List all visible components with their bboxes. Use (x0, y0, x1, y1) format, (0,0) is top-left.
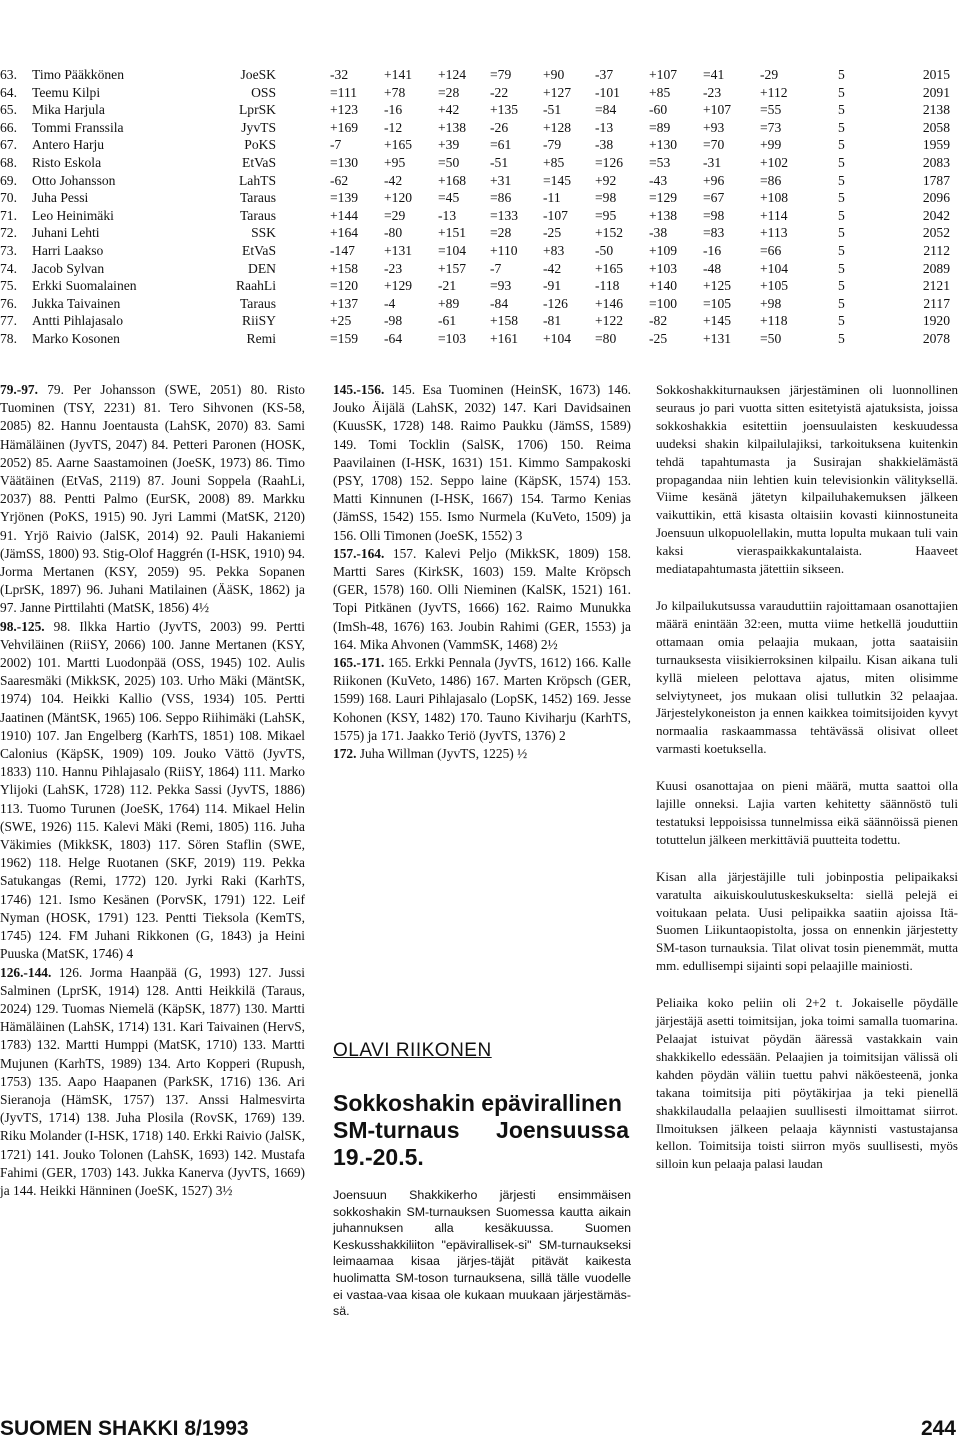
round-result: +122 (595, 313, 624, 329)
round-result: +165 (384, 137, 413, 153)
round-result: +135 (490, 102, 519, 118)
round-result: -48 (703, 260, 722, 276)
round-result: +144 (330, 207, 359, 223)
player-rating: 2117 (923, 295, 950, 311)
round-result: +83 (543, 242, 565, 258)
round-result: -31 (703, 154, 722, 170)
round-result: +109 (649, 242, 678, 258)
round-result: -42 (543, 260, 562, 276)
player-name: Harri Laakso (32, 242, 104, 258)
round-result: =95 (595, 207, 617, 223)
total-points: 5 (838, 172, 845, 188)
total-points: 5 (838, 119, 845, 135)
standings-group (0, 618, 305, 964)
player-name: Timo Pääkkönen (32, 67, 125, 82)
round-result: +107 (703, 102, 732, 118)
player-name: Erkki Suomalainen (32, 278, 137, 294)
round-result: =98 (703, 207, 725, 223)
rank: 63. (0, 67, 17, 82)
player-name: Antti Pihlajasalo (32, 313, 123, 329)
total-points: 5 (838, 137, 845, 153)
total-points: 5 (838, 242, 845, 258)
round-result: +78 (384, 84, 406, 100)
round-result: +110 (490, 242, 518, 258)
round-result: +85 (543, 154, 565, 170)
round-result: -16 (703, 242, 722, 258)
rank: 74. (0, 260, 17, 276)
round-result: +39 (438, 137, 460, 153)
round-result: -43 (649, 172, 668, 188)
player-rating: 2089 (922, 260, 950, 276)
rank: 68. (0, 154, 17, 170)
rank: 71. (0, 207, 17, 223)
result-row (0, 189, 960, 207)
round-result: +146 (595, 295, 624, 311)
result-row (0, 207, 960, 225)
round-result: -25 (543, 225, 562, 241)
player-rating: 1959 (922, 137, 950, 153)
player-club: JoeSK (240, 67, 276, 82)
player-club: DEN (248, 260, 276, 276)
round-result: =103 (438, 330, 467, 346)
round-result: +114 (760, 207, 788, 223)
round-result: +158 (330, 260, 359, 276)
round-result: =83 (703, 225, 725, 241)
round-result: =89 (649, 119, 671, 135)
article-paragraph: Kuusi osanottajaa on pieni määrä, mutta saattoi olla lajille onneksi. Lajia varten kehitetty säännöstö tuli testatuksi leppoisissa tunnelmissa eikä säännöissä pienen totuttelun jälkeen merkittäviä puutteita todettu. (656, 778, 958, 847)
player-name: Leo Heinimäki (32, 207, 114, 223)
result-row (0, 172, 960, 190)
round-result: -16 (384, 102, 403, 118)
round-result: +90 (543, 67, 565, 82)
total-points: 5 (838, 330, 845, 346)
rank: 66. (0, 119, 17, 135)
round-result: +157 (438, 260, 467, 276)
round-result: +124 (438, 67, 467, 82)
round-result: -7 (490, 260, 502, 276)
article-paragraph: Kisan alla järjestäjille tuli jobinpostia pelipaikaksi varatulta aikuiskoulutuskeskukselta: siellä pelejä ei voitukaan pelata. Uusi pelipaikka saatiin ajoissa Itä-Suomen Liikuntaopistolta, jossa on ennenkin järjestetty SM-tason turnauksia. Tilat olivat tosin pienemmät, mutta mm. edullisempi sijainti sopi pelaajille mainiosti. (656, 868, 958, 974)
page-number: 244 (920, 1417, 956, 1440)
player-rating: 2096 (922, 190, 950, 206)
round-result: -22 (490, 84, 509, 100)
player-club: SSK (251, 225, 276, 241)
player-name: Juhani Lehti (32, 225, 100, 241)
round-result: +120 (384, 190, 413, 206)
player-name: Mika Harjula (32, 102, 105, 118)
round-result: =86 (760, 172, 782, 188)
round-result: =66 (760, 242, 782, 258)
player-name: Marko Kosonen (32, 330, 120, 346)
article-lead: Joensuun Shakkikerho järjesti ensimmäisen sokkoshakin SM-turnauksen Suomessa kautta aikain juhannuksen alla kesäkuussa. Suomen Keskusshakkiliiton "epävirallisek-si" SM-turnaukseksi leimaamaa kisaa järjes-täjät pitävät kaikesta huolimatta SM-toson turnauksena, sillä tälle vuodelle ei vastaa-vaa kisaa ole kukaan muukaan järjestämäs-sä. (333, 1188, 631, 1319)
round-result: +140 (649, 278, 678, 294)
round-result: +113 (760, 225, 788, 241)
round-result: +96 (703, 172, 725, 188)
player-club: EtVaS (242, 154, 276, 170)
round-result: =55 (760, 102, 782, 118)
round-result: -13 (595, 119, 614, 135)
rank: 69. (0, 172, 17, 188)
player-rating: 1787 (922, 172, 950, 188)
round-result: -7 (330, 137, 342, 153)
standings-text: 126. Jorma Haanpää (G, 1993) 127. Jussi Salminen (LprSK, 1914) 128. Antti Heikkilä (Taraus, 2024) 129. Tuomas Niemelä (KäpSK, 1877) 130. Martti Hämäläinen (LahSK, 1714) 131. Kari Taivainen (HervS, 1783) 132. Martti Humppi (MatSK, 1710) 133. Martti Mujunen (KarhTS, 1989) 134. Arto Kopperi (Rupush, 1753) 135. Aapo Haapanen (ParkSK, 1716) 136. Ari Sieranoja (HämSK, 1757) 137. Anssi Halmesvirta (JyvTS, 1714) 138. Juha Plosila (RovSK, 1769) 139. Riku Molander (I-HSK, 1718) 140. Erkki Raivio (JalSK, 1721) 141. Jouko Tolonen (LahSK, 1693) 142. Mustafa Fahimi (GER, 1703) 143. Jukka Kanerva (JyvTS, 1669) ja 144. Heikki Hänninen (JoeSK, 1527) 3½ (0, 964, 305, 1198)
round-result: =50 (760, 330, 782, 346)
round-result: =28 (438, 84, 460, 100)
standings-range: 157.-164. (333, 545, 385, 561)
round-result: +165 (595, 260, 624, 276)
round-result: =67 (703, 190, 725, 206)
player-rating: 2042 (922, 207, 950, 223)
round-result: -61 (438, 313, 457, 329)
round-result: +42 (438, 102, 460, 118)
round-result: +123 (330, 102, 359, 118)
player-name: Jacob Sylvan (32, 260, 105, 276)
round-result: +107 (649, 67, 678, 82)
headline-line-2a: SM-turnaus (333, 1117, 460, 1143)
article-paragraph: Sokkoshakkiturnauksen järjestäminen oli luonnollinen seuraus jo pari vuotta sitten esitetyistä ajatuksista, joissa sokkoshakkia esitettiin joensuulaisten keskuudessa uudeksi shakin kilpailulajiksi, tarkoituksena kuitenkin tehdä tapahtumasta ja Susirajan shakkielämästä propagandaa niin lehtien kuin televisionkin välityksellä. Viime kesänä jätetyn kilpailuhakemuksen jälkeen vaikuttikin, että kisasta oltaisiin kovasti kiinnostuneita Joensuun ulkopuolellakin, mutta lopulta mukaan tuli vain kaksi vieraspaikkakuntalaista. Haaveet mediatapahtumasta jätettiin sikseen. (656, 382, 958, 577)
standings-range: 145.-156. (333, 382, 385, 397)
total-points: 5 (838, 295, 845, 311)
round-result: =130 (330, 154, 359, 170)
result-row (0, 260, 960, 278)
round-result: =80 (595, 330, 617, 346)
round-result: -21 (438, 278, 457, 294)
headline-line-2b: Joensuussa (496, 1117, 629, 1143)
round-result: -118 (595, 278, 620, 294)
round-result: -32 (330, 67, 349, 82)
total-points: 5 (838, 102, 845, 118)
round-result: -12 (384, 119, 403, 135)
round-result: +164 (330, 225, 359, 241)
round-result: +92 (595, 172, 617, 188)
round-result: =105 (703, 295, 732, 311)
player-name: Tommi Franssila (32, 119, 124, 135)
round-result: -107 (543, 207, 568, 223)
player-club: LprSK (238, 102, 276, 118)
round-result: -38 (649, 225, 668, 241)
round-result: =84 (595, 102, 617, 118)
round-result: +104 (543, 330, 572, 346)
rank: 67. (0, 137, 17, 153)
round-result: +105 (760, 278, 789, 294)
player-rating: 2138 (922, 102, 950, 118)
round-result: +168 (438, 172, 467, 188)
round-result: =53 (649, 154, 671, 170)
player-rating: 2083 (922, 154, 950, 170)
total-points: 5 (838, 84, 845, 100)
standings-text: 98. Ilkka Hartio (JyvTS, 2003) 99. Pertti Vehviläinen (RiiSY, 2066) 100. Janne Mertanen (KSY, 2002) 101. Martti Luodonpää (OSS, 1945) 102. Aulis Saaresmäki (MikkSK, 2025) 103. Urho Mäki (MäntSK, 1974) 104. Heikki Kallio (VSS, 1934) 105. Pertti Jaatinen (MäntSK, 1965) 106. Seppo Riihimäki (LahSK, 1910) 107. Jan Engelberg (KarhTS, 1851) 108. Mikael Calonius (KäpSK, 1909) 109. Jouko Vättö (JyvTS, 1833) 110. Hannu Pihlajasalo (RiiSY, 1864) 111. Marko Ylijoki (LahSK, 1728) 112. Pekka Sassi (JyvTS, 1886) 113. Tuomo Turunen (JoeSK, 1764) 114. Mikael Helin (SWE, 1926) 115. Kalevi Mäki (Remi, 1805) 116. Juha Väkimies (MikkSK, 1803) 117. Sören Staflin (SWE, 1962) 118. Helge Ruotanen (SKF, 2019) 119. Pekka Satukangas (Remi, 1772) 120. Jyrki Raki (KarhTS, 1746) 121. Ismo Kesänen (PorvSK, 1791) 122. Leif Nyman (HOSK, 1791) 123. Pentti Tieksola (KemTS, 1745) 124. FM Juhani Rikkonen (G, 1843) ja Heini Puuska (MatSK, 1746) 4 (0, 618, 305, 962)
standings-group (333, 654, 631, 745)
standings-group (333, 745, 631, 763)
round-result: =104 (438, 242, 467, 258)
standings-group (333, 381, 631, 545)
round-result: +145 (703, 313, 732, 329)
player-club: Remi (246, 330, 276, 346)
round-result: -64 (384, 330, 403, 346)
standings-text: 79. Per Johansson (SWE, 2051) 80. Risto Tuominen (TSY, 2231) 81. Tero Sihvonen (KS-58, 2085) 82. Hannu Joentausta (LahSK, 2070) 83. Sami Hämäläinen (JyvTS, 2047) 84. Petteri Paronen (HOSK, 2052) 85. Aarne Saastamoinen (JoeSK, 1973) 86. Timo Väätäinen (EtVaS, 2119) 87. Jouni Soppela (RaahLi, 2037) 88. Pentti Palmo (EurSK, 2008) 89. Markku Yrjönen (PoKS, 1915) 90. Jyri Lammi (MatSK, 2120) 91. Yrjö Raivio (JalSK, 2014) 92. Pauli Hakaniemi (JämSS, 1800) 93. Stig-Olof Haggrén (I-HSK, 1910) 94. Jorma Mertanen (KSY, 2059) 95. Pekka Sopanen (LprSK, 1897) 96. Juhani Matilainen (ÄäSK, 1862) ja 97. Janne Pirttilahti (MatSK, 1856) 4½ (0, 382, 305, 616)
total-points: 5 (838, 207, 845, 223)
round-result: +130 (649, 137, 678, 153)
round-result: -42 (384, 172, 403, 188)
round-result: -126 (543, 295, 568, 311)
round-result: =98 (595, 190, 617, 206)
article-headline (333, 1090, 629, 1171)
round-result: =28 (490, 225, 512, 241)
standings-text: 165. Erkki Pennala (JyvTS, 1612) 166. Kalle Riikonen (KuVeto, 1486) 167. Marten Kröpsch (GER, 1599) 168. Lauri Pihlajasalo (LopSK, 1452) 169. Jesse Kohonen (KSY, 1482) 170. Tauno Kiviharju (KarhTS, 1575) ja 171. Jaakko Teriö (JyvTS, 1376) 2 (333, 655, 631, 743)
player-rating: 2078 (922, 330, 950, 346)
round-result: -29 (760, 67, 779, 82)
total-points: 5 (838, 278, 845, 294)
round-result: -81 (543, 313, 562, 329)
standings-range: 172. (333, 746, 357, 762)
player-club: RaahLi (235, 278, 276, 294)
round-result: =70 (703, 137, 725, 153)
round-result: -38 (595, 137, 614, 153)
result-row (0, 295, 960, 313)
result-row (0, 277, 960, 295)
round-result: +161 (490, 330, 519, 346)
round-result: +112 (760, 84, 788, 100)
round-result: +104 (760, 260, 789, 276)
round-result: +103 (649, 260, 678, 276)
result-row (0, 119, 960, 137)
round-result: =133 (490, 207, 519, 223)
standings-range: 79.-97. (0, 382, 38, 397)
round-result: -80 (384, 225, 403, 241)
player-club: PoKS (244, 137, 276, 153)
round-result: =111 (330, 84, 358, 100)
result-row (0, 136, 960, 154)
round-result: +25 (330, 313, 352, 329)
round-result: +85 (649, 84, 671, 100)
standings-group (0, 964, 305, 1201)
article-body (656, 381, 958, 1192)
player-name: Antero Harju (32, 137, 105, 153)
round-result: =139 (330, 190, 359, 206)
round-result: +89 (438, 295, 460, 311)
round-result: =41 (703, 67, 725, 82)
round-result: =126 (595, 154, 624, 170)
standings-text: 157. Kalevi Peljo (MikkSK, 1809) 158. Martti Sares (KirkSK, 1603) 159. Malte Kröpsch (GER, 1578) 160. Olli Nieminen (KalSK, 1521) 161. Topi Pitkänen (JyvTS, 1666) 162. Raimo Munukka (ImSh-48, 1676) 163. Joubin Rahimi (GER, 1553) ja 164. Mika Ahvonen (VammSK, 1468) 2½ (333, 545, 631, 652)
player-club: Taraus (239, 207, 276, 223)
article-paragraph: Peliaika koko peliin oli 2+2 t. Jokaiselle pöydälle järjestäjä asetti toimitsijan, joka toimi samalla tuomarina. Pelaajat istuivat pöydän ääressä vastakkain vain shakkikello edessään. Pelaajien ja toimitsijan välissä oli kahden pöydän väliin tuettu pahvi näköesteenä, jonka takana toimitsija piti pöytäkirjaa ja teki pienellä shakkilaudalla pelaajien suullisesti ilmoittamat siirrot. Ilmoituksen jälkeen pelaaja käynnisti vastustajansa kellon. Toimitsija toisti siirron myös suullisesti, myös silloin kun pelaaja palasi laudan (656, 995, 958, 1172)
round-result: +137 (330, 295, 359, 311)
total-points: 5 (838, 260, 845, 276)
player-club: EtVaS (242, 242, 276, 258)
player-name: Juha Pessi (32, 190, 89, 206)
player-rating: 2015 (922, 67, 950, 82)
round-result: +102 (760, 154, 789, 170)
round-result: +118 (760, 313, 788, 329)
round-result: -23 (703, 84, 722, 100)
result-row (0, 330, 960, 348)
round-result: +158 (490, 313, 519, 329)
player-club: LahTS (239, 172, 276, 188)
round-result: +93 (703, 119, 725, 135)
rank: 64. (0, 84, 17, 100)
player-club: Taraus (239, 295, 276, 311)
round-result: -79 (543, 137, 562, 153)
standings-range: 126.-144. (0, 964, 52, 980)
round-result: -23 (384, 260, 403, 276)
player-rating: 2058 (922, 119, 950, 135)
round-result: -98 (384, 313, 403, 329)
result-row (0, 66, 960, 84)
rank: 75. (0, 278, 17, 294)
player-rating: 1920 (922, 313, 950, 329)
total-points: 5 (838, 313, 845, 329)
round-result: +131 (703, 330, 732, 346)
round-result: =86 (490, 190, 512, 206)
headline-line-1: Sokkoshakin epävirallinen (333, 1090, 622, 1116)
round-result: -4 (384, 295, 396, 311)
round-result: -82 (649, 313, 668, 329)
total-points: 5 (838, 154, 845, 170)
round-result: -11 (543, 190, 561, 206)
standings-text: Juha Willman (JyvTS, 1225) ½ (356, 746, 528, 762)
headline-line-2 (333, 1117, 629, 1144)
round-result: +138 (438, 119, 467, 135)
result-row (0, 242, 960, 260)
round-result: =61 (490, 137, 512, 153)
player-rating: 2121 (922, 278, 950, 294)
result-row (0, 84, 960, 102)
round-result: =93 (490, 278, 512, 294)
round-result: +169 (330, 119, 359, 135)
round-result: =50 (438, 154, 460, 170)
player-name: Otto Johansson (32, 172, 116, 188)
round-result: -26 (490, 119, 509, 135)
round-result: +98 (760, 295, 782, 311)
round-result: =129 (649, 190, 678, 206)
round-result: =120 (330, 278, 359, 294)
round-result: +95 (384, 154, 406, 170)
rank: 65. (0, 102, 17, 118)
rank: 76. (0, 295, 17, 311)
player-rating: 2091 (922, 84, 950, 100)
standings-text: 145. Esa Tuominen (HeinSK, 1673) 146. Jouko Äijälä (LahSK, 2032) 147. Kari Davidsainen (KuusSK, 1728) 148. Raimo Paukku (JämSS, 1589) 149. Tomi Tocklin (SalSK, 1706) 150. Reima Paavilainen (I-HSK, 1631) 151. Kimmo Sampakoski (PSY, 1708) 152. Seppo laine (KäpSK, 1574) 153. Matti Kinnunen (I-HSK, 1667) 154. Tarmo Kenias (JämSS, 1542) 155. Ismo Nurmela (KuVeto, 1509) ja 156. Olli Timonen (JoeSK, 1552) 3 (333, 382, 631, 543)
round-result: +152 (595, 225, 624, 241)
round-result: =45 (438, 190, 460, 206)
round-result: -51 (490, 154, 509, 170)
round-result: +128 (543, 119, 572, 135)
standings-range: 165.-171. (333, 655, 385, 671)
round-result: =29 (384, 207, 406, 223)
headline-line-3: 19.-20.5. (333, 1144, 424, 1170)
round-result: -60 (649, 102, 668, 118)
round-result: +108 (760, 190, 789, 206)
round-result: +31 (490, 172, 512, 188)
round-result: -51 (543, 102, 562, 118)
standings-group (0, 381, 305, 618)
round-result: =159 (330, 330, 359, 346)
round-result: -25 (649, 330, 668, 346)
round-result: =100 (649, 295, 678, 311)
total-points: 5 (838, 67, 845, 82)
round-result: +151 (438, 225, 467, 241)
round-result: -13 (438, 207, 457, 223)
player-name: Jukka Taivainen (32, 295, 121, 311)
total-points: 5 (838, 225, 845, 241)
round-result: -37 (595, 67, 614, 82)
result-row (0, 312, 960, 330)
round-result: -50 (595, 242, 614, 258)
player-name: Risto Eskola (32, 154, 102, 170)
round-result: =73 (760, 119, 782, 135)
result-row (0, 154, 960, 172)
rank: 72. (0, 225, 17, 241)
rank: 78. (0, 330, 17, 346)
round-result: -147 (330, 242, 355, 258)
standings-range: 98.-125. (0, 618, 45, 634)
standings-group (333, 545, 631, 654)
player-club: JyvTS (241, 119, 276, 135)
standings-column-2 (333, 381, 631, 763)
article-author: OLAVI RIIKONEN (333, 1040, 492, 1061)
rank: 77. (0, 313, 17, 329)
round-result: +99 (760, 137, 782, 153)
result-row (0, 101, 960, 119)
standings-column-1 (0, 381, 305, 1200)
player-rating: 2052 (922, 225, 950, 241)
result-row (0, 224, 960, 242)
player-club: OSS (251, 84, 276, 100)
rank: 73. (0, 242, 17, 258)
round-result: =145 (543, 172, 572, 188)
round-result: +131 (384, 242, 413, 258)
round-result: -91 (543, 278, 562, 294)
magazine-footer: SUOMEN SHAKKI 8/1993 (0, 1417, 249, 1440)
player-name: Teemu Kilpi (32, 84, 101, 100)
article-paragraph: Jo kilpailukutsussa varauduttiin rajoittamaan osanottajien määrä enintään 32:een, mutta viime hetkellä jouduttiin ottamaan omia pelaajia mukaan, jotta saataisiin turnauksesta viisikierroksinen kilpailu. Kisan aikana tuli kyllä mieleen pelottava ajatus, miten olisimme selviytyneet, jos mukaan olisi tullutkin 32 pelaajaa. Järjestelykoneiston ja ennen kaikkea toimitsijoiden kyvyt normaalia raskaammassa tehtävässä olisivat olleet varmasti koetuksella. (656, 597, 958, 757)
rank: 70. (0, 190, 17, 206)
player-club: RiiSY (242, 313, 276, 329)
player-rating: 2112 (923, 242, 950, 258)
round-result: +127 (543, 84, 572, 100)
player-club: Taraus (239, 190, 276, 206)
round-result: -101 (595, 84, 620, 100)
round-result: +138 (649, 207, 678, 223)
round-result: =79 (490, 67, 512, 82)
round-result: +141 (384, 67, 413, 82)
total-points: 5 (838, 190, 845, 206)
round-result: +129 (384, 278, 413, 294)
round-result: +125 (703, 278, 732, 294)
round-result: -62 (330, 172, 349, 188)
results-table (0, 66, 960, 348)
round-result: -84 (490, 295, 509, 311)
